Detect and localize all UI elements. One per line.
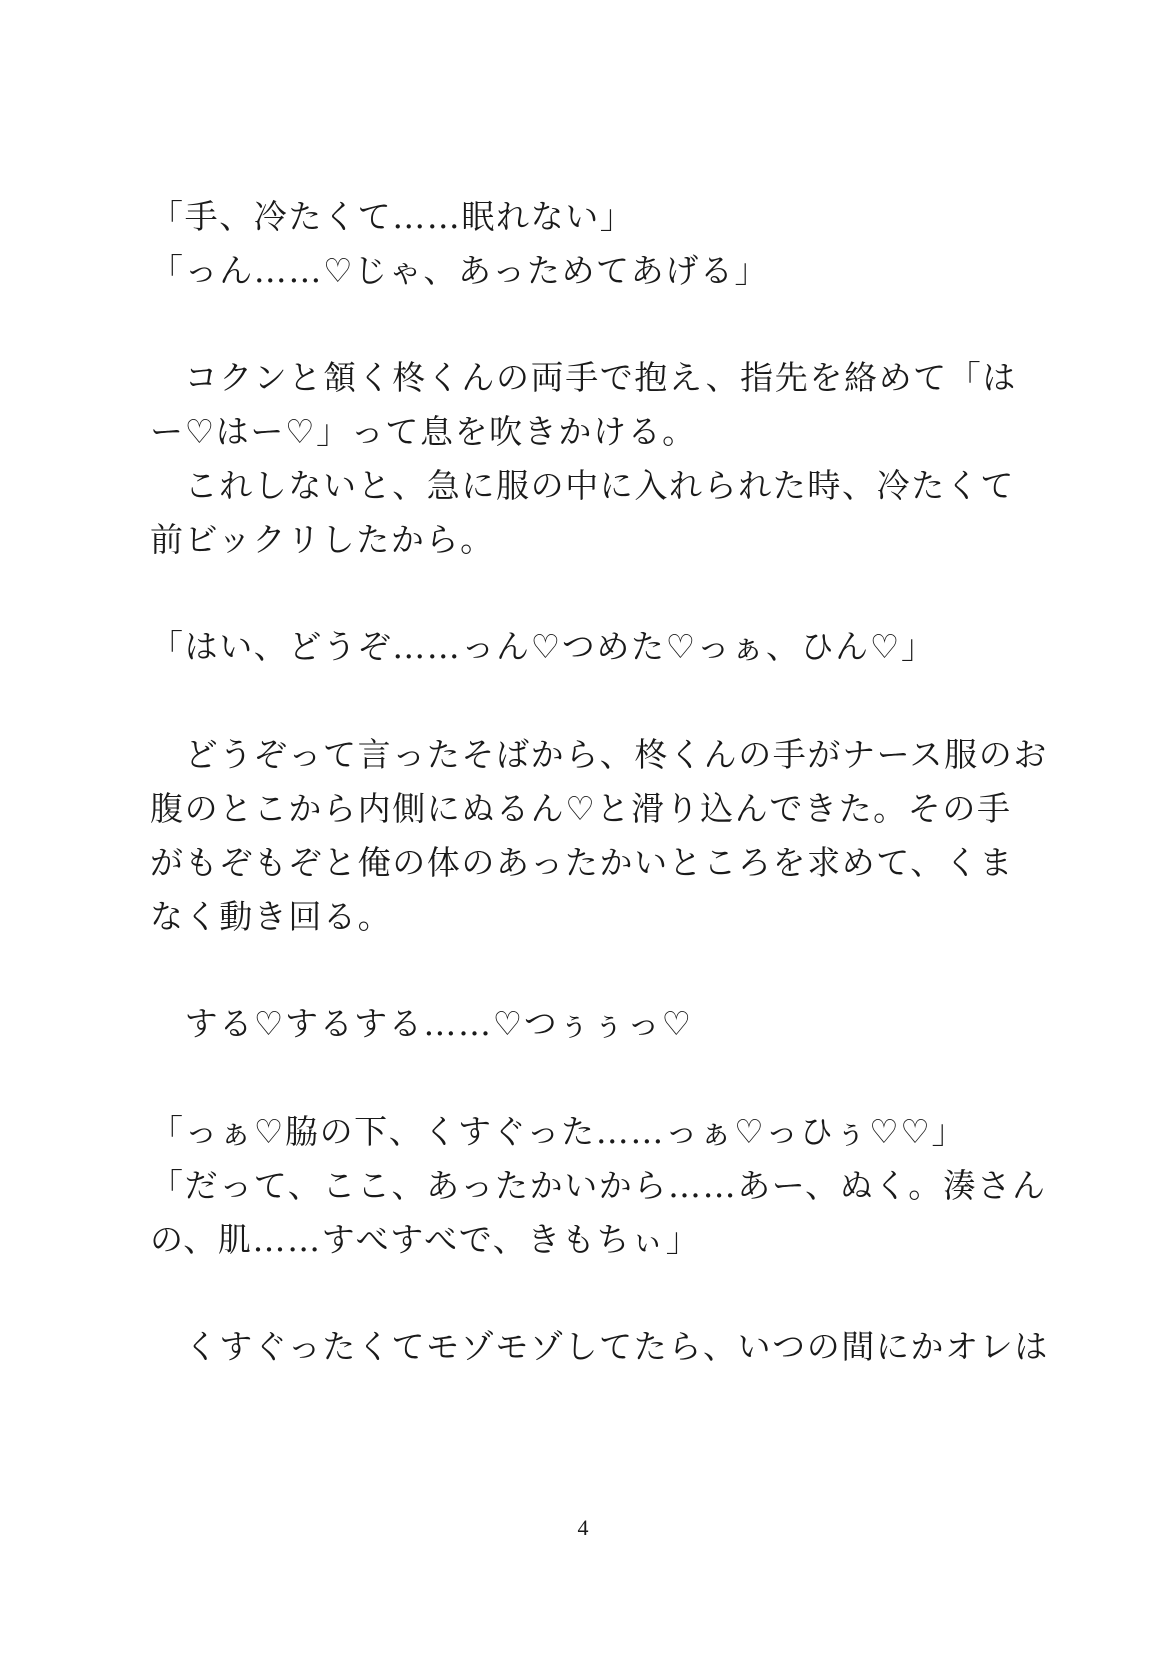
text-line: 「手、冷たくて……眠れない」: [150, 197, 635, 236]
text-line: なく動き回る。: [150, 897, 393, 936]
text-line: がもぞもぞと俺の体のあったかいところを求めて、くま: [150, 843, 1015, 882]
text-line: どうぞって言ったそばから、柊くんの手がナース服のお: [150, 735, 1048, 774]
text-line: 「っん……♡じゃ、あっためてあげる」: [150, 251, 770, 290]
text-line: ー♡はー♡」って息を吹きかける。: [150, 412, 697, 451]
text-line: 腹のとこから内側にぬるん♡と滑り込んできた。その手: [150, 789, 1012, 828]
text-line: する♡するする……♡つぅぅっ♡: [150, 1004, 693, 1043]
text-line: 「っぁ♡脇の下、くすぐった……っぁ♡っひぅ♡♡」: [150, 1112, 967, 1151]
text-line: コクンと頷く柊くんの両手で抱え、指先を絡めて「は: [150, 358, 1017, 397]
text-line: 「だって、ここ、あったかいから……あー、ぬく。湊さん: [150, 1166, 1047, 1205]
page-number: 4: [577, 1515, 589, 1540]
text-line: くすぐったくてモゾモゾしてたら、いつの間にかオレは: [150, 1327, 1049, 1366]
text-line: の、肌……すべすべで、きもちぃ」: [150, 1220, 701, 1259]
text-line: 「はい、どうぞ……っん♡つめた♡っぁ、ひん♡」: [150, 627, 936, 666]
text-line: これしないと、急に服の中に入れられた時、冷たくて: [150, 466, 1015, 505]
text-line: 前ビックリしたから。: [150, 520, 495, 559]
